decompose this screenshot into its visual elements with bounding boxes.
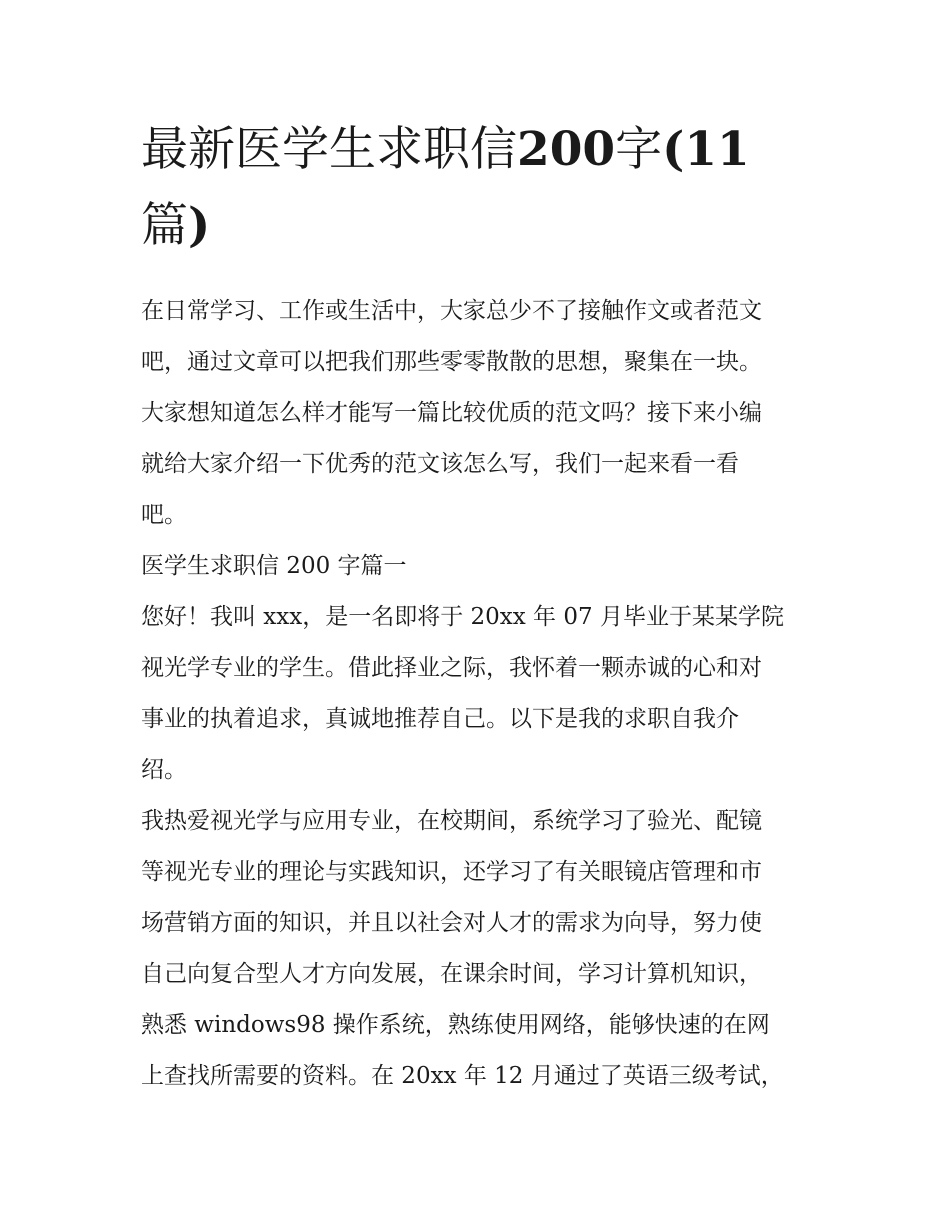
title-line-2 — [141, 188, 821, 264]
text-line: 场营销方面的知识，并且以社会对人才的需求为向导，努力使 — [141, 910, 762, 936]
paragraph-2 — [141, 796, 821, 1102]
text-line: 我热爱视光学与应用专业，在校期间，系统学习了验光、配镜 — [141, 808, 762, 834]
text-line: 绍。 — [141, 757, 187, 783]
document-title — [141, 112, 821, 264]
paragraph-1 — [141, 592, 821, 796]
title-text: 最新医学生求职信 — [141, 122, 517, 177]
title-text: 字 — [615, 122, 663, 177]
intro-paragraph — [141, 286, 821, 541]
text-line: 自己向复合型人才方向发展，在课余时间，学习计算机知识， — [141, 961, 762, 987]
text-line: 熟悉 windows98 操作系统，熟练使用网络，能够快速的在网 — [141, 1012, 770, 1038]
text-line: 您好！我叫 xxx，是一名即将于 20xx 年 07 月毕业于某某学院 — [141, 604, 784, 630]
title-paren: ) — [188, 198, 211, 253]
title-text: 篇 — [141, 198, 188, 253]
text-line: 事业的执着追求，真诚地推荐自己。以下是我的求职自我介 — [141, 706, 739, 732]
text-line: 吧，通过文章可以把我们那些零零散散的思想，聚集在一块。 — [141, 349, 762, 375]
section-heading — [141, 541, 821, 592]
text-line: 医学生求职信 200 字篇一 — [141, 553, 407, 579]
text-line: 上查找所需要的资料。在 20xx 年 12 月通过了英语三级考试， — [141, 1063, 784, 1089]
document-body — [141, 286, 821, 1102]
text-line: 大家想知道怎么样才能写一篇比较优质的范文吗？接下来小编 — [141, 400, 762, 426]
text-line: 视光学专业的学生。借此择业之际，我怀着一颗赤诚的心和对 — [141, 655, 762, 681]
text-line: 等视光专业的理论与实践知识，还学习了有关眼镜店管理和市 — [141, 859, 762, 885]
text-line: 就给大家介绍一下优秀的范文该怎么写，我们一起来看一看 — [141, 451, 739, 477]
title-line-1 — [141, 112, 821, 188]
text-line: 在日常学习、工作或生活中，大家总少不了接触作文或者范文 — [141, 298, 762, 324]
title-count: (11 — [662, 122, 750, 177]
title-number: 200 — [517, 122, 616, 177]
text-line: 吧。 — [141, 502, 187, 528]
document-content — [141, 112, 821, 1102]
